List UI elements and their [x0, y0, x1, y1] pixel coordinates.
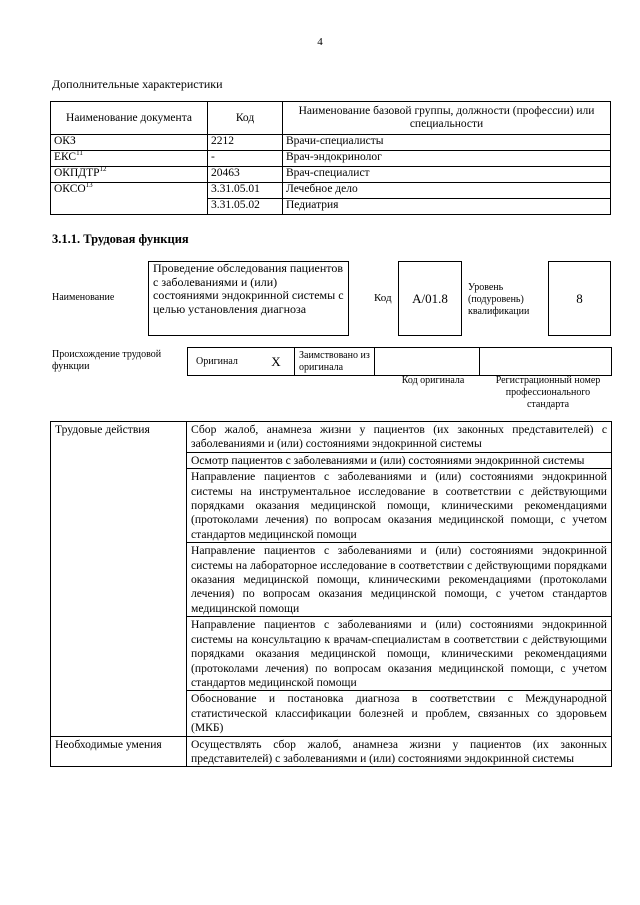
- level-label: Уровень (подуровень) квалификации: [468, 282, 530, 317]
- additional-characteristics-title: Дополнительные характеристики: [52, 77, 223, 91]
- header-code: Код: [208, 102, 283, 135]
- labor-action: Направление пациентов с заболеваниями и (или) состояниями эндокринной системы на инструментальное исследование в соответствии с действующими порядками оказания медицинской помощи, клиническими рекомендациями (протоколами лечения) по вопросам оказания медицинской помощи, с учетом стандартов медицинской помощи: [187, 469, 612, 543]
- reg-number-label: Регистрационный номер профессионального стандарта: [495, 375, 601, 410]
- labor-action: Обоснование и постановка диагноза в соответствии с Международной статистической классификации болезней и проблем, связанных со здоровьем (МКБ): [187, 691, 612, 736]
- labor-action: Осмотр пациентов с заболеваниями и (или) состояниями эндокринной системы: [187, 452, 612, 468]
- code-cell: 3.31.05.02: [208, 199, 283, 215]
- labor-action: Сбор жалоб, анамнеза жизни у пациентов (их законных представителей) с заболеваниями и (или) состояниями эндокринной системы: [187, 422, 612, 453]
- table-row: [51, 135, 611, 151]
- table-row: [51, 167, 611, 183]
- table-row: [51, 183, 611, 199]
- code-cell: 2212: [208, 135, 283, 151]
- code-box: A/01.8: [398, 261, 462, 336]
- level-box: 8: [548, 261, 611, 336]
- header-document-name: Наименование документа: [51, 102, 208, 135]
- name-cell: Лечебное дело: [283, 183, 611, 199]
- code-cell: 3.31.05.01: [208, 183, 283, 199]
- code-cell: 20463: [208, 167, 283, 183]
- skill-item: Осуществлять сбор жалоб, анамнеза жизни у пациентов (их законных представителей) с заболеваниями и (или) состояниями эндокринной системы: [187, 736, 612, 767]
- labor-action: Направление пациентов с заболеваниями и (или) состояниями эндокринной системы на лабораторное исследование в соответствии с действующими порядками оказания медицинской помощи, клиническими рекомендациями (протоколами лечения) по вопросам оказания медицинской помощи, с учетом стандартов медицинской помощи: [187, 543, 612, 617]
- page-number: 4: [317, 36, 323, 48]
- section-title: 3.1.1. Трудовая функция: [52, 232, 189, 246]
- code-label: Код: [374, 292, 392, 304]
- origin-label: Происхождение трудовой функции: [52, 349, 162, 372]
- function-name-box: Проведение обследования пациентов с заболеваниями и (или) состояниями эндокринной системы с целью установления диагноза: [148, 261, 349, 336]
- borrowed-label: Заимствовано из оригинала: [295, 348, 375, 375]
- original-code-cell: [375, 348, 480, 375]
- doc-cell: ОКСО$^{13}$: [51, 183, 208, 215]
- original-code-label: Код оригинала: [401, 375, 465, 386]
- name-cell: Врач-эндокринолог: [283, 151, 611, 167]
- name-cell: Врач-специалист: [283, 167, 611, 183]
- table-row: [51, 422, 612, 453]
- doc-cell: ЕКС$^{11}$: [51, 151, 208, 167]
- origin-row: [187, 347, 612, 376]
- labor-actions-label: Трудовые действия: [51, 422, 187, 737]
- doc-cell: ОКЗ: [51, 135, 208, 151]
- original-mark: X: [258, 348, 295, 375]
- name-cell: Врачи-специалисты: [283, 135, 611, 151]
- labor-action: Направление пациентов с заболеваниями и (или) состояниями эндокринной системы на консультацию к врачам-специалистам в соответствии с действующими порядками оказания медицинской помощи, клиническими рекомендациями (протоколами лечения) по вопросам оказания медицинской помощи, с учетом стандартов медицинской помощи: [187, 617, 612, 691]
- doc-cell: ОКПДТР$^{12}$: [51, 167, 208, 183]
- original-label: Оригинал: [196, 356, 238, 367]
- labor-actions-table: [50, 421, 612, 767]
- additional-characteristics-table: [50, 101, 611, 215]
- code-cell: -: [208, 151, 283, 167]
- reg-number-cell: [480, 348, 611, 375]
- table-row: [51, 736, 612, 767]
- skills-label: Необходимые умения: [51, 736, 187, 767]
- table-header-row: [51, 102, 611, 135]
- name-cell: Педиатрия: [283, 199, 611, 215]
- table-row: [51, 151, 611, 167]
- name-label: Наименование: [52, 292, 115, 303]
- header-group-name: Наименование базовой группы, должности (профессии) или специальности: [283, 102, 611, 135]
